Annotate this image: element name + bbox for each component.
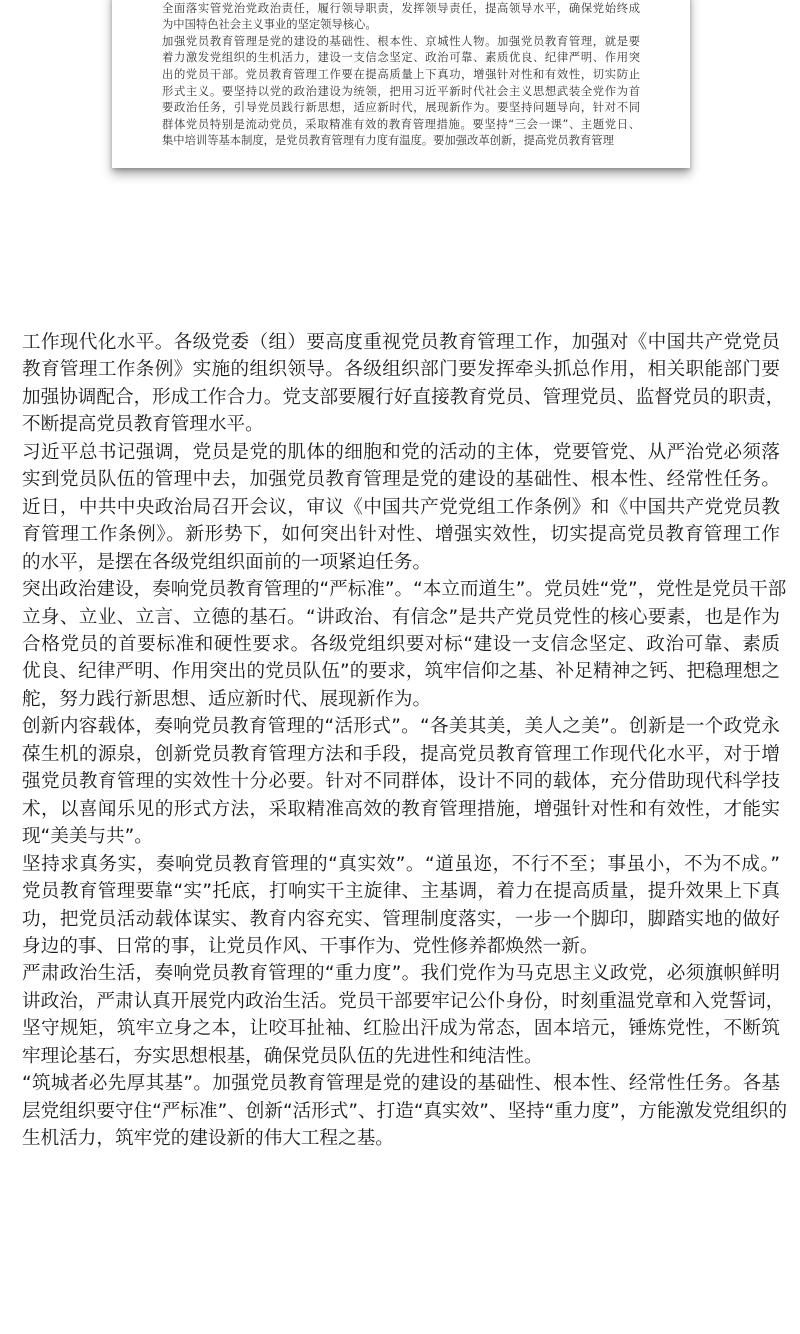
article-paragraph [22,851,780,961]
text-line: 突出政治建设，奏响党员教育管理的“严标准”。“本立而道生”。党员姓“党”，党性是党员干部 [22,579,787,601]
article-paragraph [22,576,787,713]
text-line: 为中国特色社会主义事业的坚定领导核心。 [162,18,377,32]
text-line: 坚持求真务实，奏响党员教育管理的“真实效”。“道虽迩，不行不至；事虽小，不为不成。” [22,853,780,875]
text-line: 术，以喜闻乐见的形式方法，采取精准高效的教育管理措施，增强针对性和有效性，才能实 [22,798,780,820]
text-line: 党员教育管理要靠“实”托底，打响实干主旋律、主基调，着力在提高质量，提升效果上下真 [22,881,780,903]
text-line: 全面落实管党治党政治责任，履行领导职责，发挥领导责任，提高领导水平，确保党始终成 [162,1,640,15]
text-line: 创新内容载体，奏响党员教育管理的“活形式”。“各美其美，美人之美”。创新是一个政党永 [22,716,780,738]
text-line: 身边的事、日常的事，让党员作风、干事作为、党性修养都焕然一新。 [22,935,599,957]
text-line: 讲政治，严肃认真开展党内政治生活。党员干部要牢记公仆身份，时刻重温党章和入党誓词， [22,990,785,1012]
text-line: 优良、纪律严明、作用突出的党员队伍”的要求，筑牢信仰之基、补足精神之钙、把稳理想之 [22,661,780,683]
article-paragraph [22,1070,788,1152]
article-paragraph [22,960,785,1070]
document-preview-card [112,0,690,168]
text-line: 的水平，是摆在各级党组织面前的一项紧迫任务。 [22,551,432,573]
preview-text [162,0,640,150]
text-line: 育管理工作条例》。新形势下，如何突出针对性、增强实效性，切实提高党员教育管理工作 [22,524,780,546]
text-line: 出的党员干部。党员教育管理工作要在提高质量上下真功，增强针对性和有效性，切实防止 [162,67,640,81]
text-line: 舵，努力践行新思想、适应新时代、展现新作为。 [22,688,432,710]
text-line: 形式主义。要坚持以党的政治建设为统领，把用习近平新时代社会主义思想武装全党作为首 [162,84,640,98]
text-line: 合格党员的首要标准和硬性要求。各级党组织要对标“建设一支信念坚定、政治可靠、素质 [22,633,780,655]
text-line: 教育管理工作条例》实施的组织领导。各级组织部门要发挥牵头抓总作用，相关职能部门要 [22,359,780,381]
text-line: 工作现代化水平。各级党委（组）要高度重视党员教育管理工作，加强对《中国共产党党员 [22,332,780,353]
article-paragraph [22,439,780,576]
text-line: 加强协调配合，形成工作合力。党支部要履行好直接教育党员、管理党员、监督党员的职责， [22,386,785,408]
preview-paragraph [162,34,640,150]
text-line: 群体党员特别是流动党员，采取精准有效的教育管理措施。要坚持“三会一课”、主题党日、 [162,117,640,131]
preview-paragraph [162,1,640,34]
text-line: 不断提高党员教育管理水平。 [22,414,264,436]
article-paragraph [22,329,785,439]
article-body [22,329,788,1153]
text-line: 强党员教育管理的实效性十分必要。针对不同群体，设计不同的载体，充分借助现代科学技 [22,771,780,793]
text-line: 严肃政治生活，奏响党员教育管理的“重力度”。我们党作为马克思主义政党，必须旗帜鲜明 [22,963,780,985]
text-line: 近日，中共中央政治局召开会议，审议《中国共产党党组工作条例》和《中国共产党党员教 [22,496,780,518]
text-line: 层党组织要守住“严标准”、创新“活形式”、打造“真实效”、坚持“重力度”，方能激发党组织的 [22,1100,788,1122]
text-line: 实到党员队伍的管理中去，加强党员教育管理是党的建设的基础性、根本性、经常性任务。 [22,469,780,491]
text-line: 坚守规矩，筑牢立身之本，让咬耳扯袖、红脸出汗成为常态，固本培元，锤炼党性，不断筑 [22,1018,780,1040]
text-line: 立身、立业、立言、立德的基石。“讲政治、有信念”是共产党员党性的核心要素，也是作为 [22,606,780,628]
text-line: 生机活力，筑牢党的建设新的伟大工程之基。 [22,1128,394,1150]
text-line: 要政治任务，引导党员践行新思想，适应新时代，展现新作为。要坚持问题导向，针对不同 [162,101,640,115]
text-line: 葆生机的源泉，创新党员教育管理方法和手段，提高党员教育管理工作现代化水平，对于增 [22,743,780,765]
text-line: 功，把党员活动载体谋实、教育内容充实、管理制度落实，一步一个脚印，脚踏实地的做好 [22,908,780,930]
text-line: 现“美美与共”。 [22,826,153,848]
text-line: “筑城者必先厚其基”。加强党员教育管理是党的建设的基础性、根本性、经常性任务。各基 [22,1073,780,1095]
text-line: 着力激发党组织的生机活力，建设一支信念坚定、政治可靠、素质优良、纪律严明、作用突 [162,51,640,65]
article-paragraph [22,713,780,850]
text-line: 集中培训等基本制度，是党员教育管理有力度有温度。要加强改革创新，提高党员教育管理 [162,134,614,148]
text-line: 习近平总书记强调，党员是党的肌体的细胞和党的活动的主体，党要管党、从严治党必须落 [22,441,780,463]
text-line: 加强党员教育管理是党的建设的基础性、根本性、京城性人物。加强党员教育管理，就是要 [162,34,640,48]
text-line: 牢理论基石，夯实思想根基，确保党员队伍的先进性和纯洁性。 [22,1045,543,1067]
